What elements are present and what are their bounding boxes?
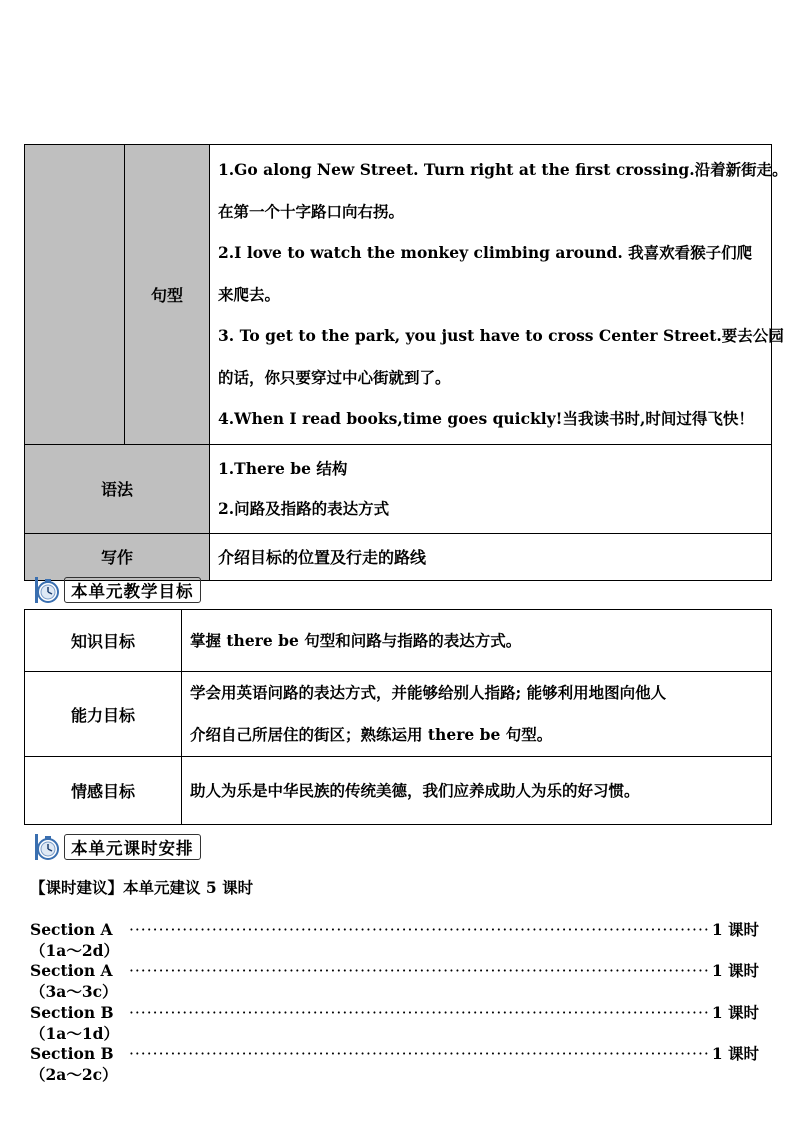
goal-label-knowledge: 知识目标 [25,610,182,672]
leader-dots: ·································································································· [128,1045,710,1063]
writing-label: 写作 [25,533,210,580]
table-row [25,672,772,757]
schedule-title: 本单元课时安排 [64,834,201,860]
schedule-note: 【课时建议】本单元建议 5 课时 [30,878,254,897]
sentence-line: 的话，你只要穿过中心街就到了。 [218,367,451,387]
sentence-line: 来爬去。 [218,284,281,304]
teaching-goals-table [24,609,772,825]
schedule-hours: 1 课时 [711,1044,759,1063]
goal-text-ability: 学会用英语问路的表达方式，并能够给别人指路; 能够利用地图向他人 介绍自己所居住的街区；熟练运用 there be 句型。 [182,672,772,757]
sentence-line: 3. To get to the park, you just have to cross Center Street.要去公园 [218,326,784,345]
goals-title: 本单元教学目标 [64,577,201,603]
schedule-section-heading [32,833,201,861]
grammar-line: 2.问路及指路的表达方式 [218,498,390,518]
schedule-hours: 1 课时 [711,1003,759,1022]
goal-label-emotion: 情感目标 [25,757,182,825]
schedule-section: Section B（2a～2c） [30,1044,118,1084]
table-row [25,610,772,672]
sentence-line: 4.When I read books,time goes quickly!当我读书时,时间过得飞快！ [218,409,754,428]
sentence-line: 2.I love to watch the monkey climbing around. 我喜欢看猴子们爬 [218,243,753,262]
writing-cell: 介绍目标的位置及行走的路线 [210,533,772,580]
schedule-section: Section A（3a～3c） [30,961,118,1001]
goal-label-ability: 能力目标 [25,672,182,757]
leader-dots: ·································································································· [128,921,710,939]
grammar-label: 语法 [25,444,210,533]
schedule-section: Section B（1a～1d） [30,1003,119,1043]
grammar-line: 1.There be 结构 [218,458,348,478]
list-item [30,959,759,1002]
grammar-cell [210,444,772,533]
language-points-table [24,144,788,581]
sentence-line: 1.Go along New Street. Turn right at the first crossing.沿着新街走。 [218,160,788,179]
leader-dots: ·································································································· [128,962,710,980]
schedule-hours: 1 课时 [711,961,759,980]
sentence-line: 在第一个十字路口向右拐。 [218,201,405,221]
leader-dots: ·································································································· [128,1004,710,1022]
schedule-section: Section A（1a～2d） [30,920,119,960]
table-row [25,757,772,825]
list-item [30,1001,759,1044]
sentence-label: 句型 [125,145,210,445]
sentence-patterns-cell [210,145,788,445]
goal-text-knowledge: 掌握 there be 句型和问路与指路的表达方式。 [182,610,772,672]
list-item [30,1042,759,1085]
list-item [30,918,759,961]
clock-icon [32,832,62,862]
goal-text-emotion: 助人为乐是中华民族的传统美德，我们应养成助人为乐的好习惯。 [182,757,772,825]
category-cell-blank [25,145,125,445]
schedule-hours: 1 课时 [711,920,759,939]
goals-section-heading [32,576,201,604]
clock-icon [32,575,62,605]
